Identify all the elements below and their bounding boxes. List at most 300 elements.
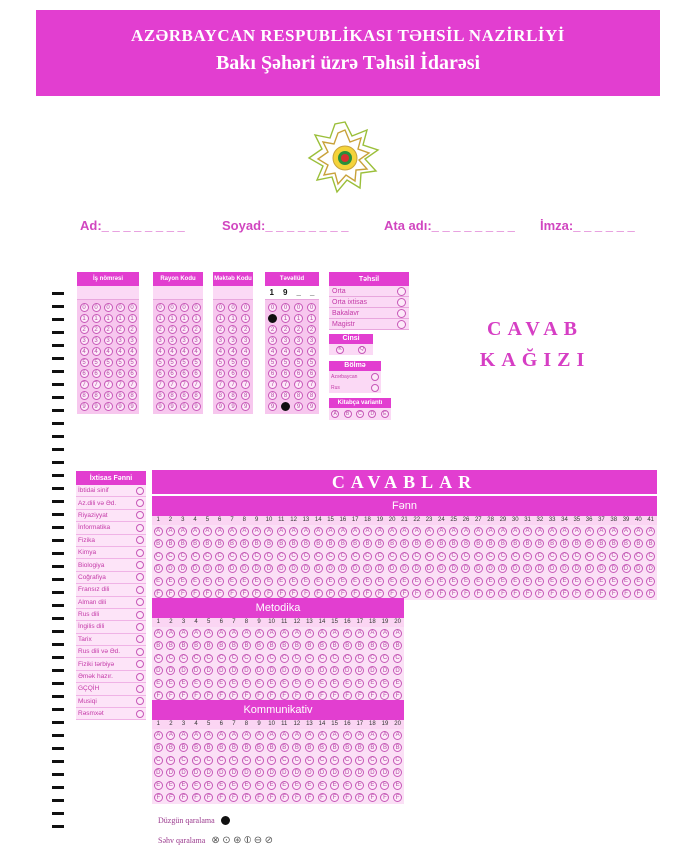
digit-bubble[interactable]: 0 bbox=[307, 303, 316, 312]
answer-bubble[interactable]: D bbox=[380, 666, 389, 675]
digit-bubble[interactable]: 8 bbox=[294, 391, 303, 400]
answer-bubble[interactable]: F bbox=[204, 691, 213, 700]
answer-bubble[interactable]: D bbox=[228, 564, 237, 573]
digit-bubble[interactable]: 8 bbox=[80, 391, 89, 400]
answer-bubble[interactable]: F bbox=[355, 691, 364, 700]
answer-bubble[interactable]: A bbox=[375, 527, 384, 536]
answer-bubble[interactable]: B bbox=[368, 743, 377, 752]
digit-bubble[interactable]: 1 bbox=[268, 314, 277, 323]
digit-bubble[interactable]: 9 bbox=[128, 402, 137, 411]
answer-bubble[interactable]: D bbox=[229, 666, 238, 675]
answer-bubble[interactable]: C bbox=[154, 552, 163, 561]
answer-bubble[interactable]: C bbox=[277, 552, 286, 561]
answer-bubble[interactable]: B bbox=[597, 539, 606, 548]
ixtisas-fenni-bubble[interactable] bbox=[136, 623, 144, 631]
answer-bubble[interactable]: C bbox=[264, 552, 273, 561]
digit-bubble[interactable]: 4 bbox=[192, 347, 201, 356]
answer-bubble[interactable]: B bbox=[179, 743, 188, 752]
answer-bubble[interactable]: B bbox=[277, 539, 286, 548]
answer-bubble[interactable]: A bbox=[461, 527, 470, 536]
answer-bubble[interactable]: C bbox=[393, 756, 402, 765]
digit-bubble[interactable]: 1 bbox=[294, 314, 303, 323]
answer-bubble[interactable]: F bbox=[388, 589, 397, 598]
answer-bubble[interactable]: B bbox=[217, 641, 226, 650]
digit-bubble[interactable]: 8 bbox=[116, 391, 125, 400]
answer-bubble[interactable]: A bbox=[330, 731, 339, 740]
answer-bubble[interactable]: F bbox=[242, 691, 251, 700]
answer-bubble[interactable]: E bbox=[242, 781, 251, 790]
answer-bubble[interactable]: E bbox=[425, 577, 434, 586]
digit-bubble[interactable]: 7 bbox=[216, 380, 225, 389]
ixtisas-fenni-option[interactable] bbox=[76, 646, 146, 658]
answer-bubble[interactable]: B bbox=[486, 539, 495, 548]
answer-bubble[interactable]: E bbox=[368, 679, 377, 688]
answer-bubble[interactable]: F bbox=[267, 691, 276, 700]
digit-bubble[interactable]: 0 bbox=[281, 303, 290, 312]
answer-bubble[interactable]: E bbox=[330, 679, 339, 688]
answer-bubble[interactable]: D bbox=[363, 564, 372, 573]
answer-bubble[interactable]: A bbox=[229, 731, 238, 740]
answer-bubble[interactable]: C bbox=[240, 552, 249, 561]
answer-bubble[interactable]: C bbox=[338, 552, 347, 561]
digit-bubble[interactable]: 7 bbox=[281, 380, 290, 389]
answer-bubble[interactable]: D bbox=[242, 666, 251, 675]
digit-bubble[interactable]: 4 bbox=[92, 347, 101, 356]
answer-bubble[interactable]: E bbox=[412, 577, 421, 586]
signature-field[interactable]: İmza:_ _ _ _ _ _ bbox=[540, 218, 635, 233]
answer-bubble[interactable]: B bbox=[572, 539, 581, 548]
ixtisas-fenni-option[interactable] bbox=[76, 559, 146, 571]
answer-bubble[interactable]: D bbox=[548, 564, 557, 573]
answer-bubble[interactable]: F bbox=[255, 793, 264, 802]
answer-bubble[interactable]: A bbox=[229, 629, 238, 638]
answer-bubble[interactable]: A bbox=[363, 527, 372, 536]
answer-bubble[interactable]: A bbox=[380, 629, 389, 638]
answer-bubble[interactable]: A bbox=[215, 527, 224, 536]
answer-bubble[interactable]: F bbox=[511, 589, 520, 598]
digit-bubble[interactable]: 6 bbox=[156, 369, 165, 378]
answer-bubble[interactable]: B bbox=[388, 539, 397, 548]
answer-bubble[interactable]: F bbox=[215, 589, 224, 598]
answer-bubble[interactable]: F bbox=[622, 589, 631, 598]
digit-bubble[interactable]: 0 bbox=[116, 303, 125, 312]
answer-bubble[interactable]: B bbox=[154, 641, 163, 650]
answer-bubble[interactable]: A bbox=[314, 527, 323, 536]
answer-bubble[interactable]: C bbox=[437, 552, 446, 561]
answer-bubble[interactable]: F bbox=[301, 589, 310, 598]
digit-bubble[interactable]: 8 bbox=[307, 391, 316, 400]
answer-bubble[interactable]: B bbox=[267, 743, 276, 752]
digit-bubble[interactable]: 2 bbox=[116, 325, 125, 334]
answer-bubble[interactable]: A bbox=[217, 629, 226, 638]
ixtisas-fenni-option[interactable] bbox=[76, 485, 146, 497]
answer-bubble[interactable]: B bbox=[343, 641, 352, 650]
answer-bubble[interactable]: C bbox=[242, 654, 251, 663]
answer-bubble[interactable]: A bbox=[393, 629, 402, 638]
ixtisas-fenni-option[interactable] bbox=[76, 584, 146, 596]
answer-bubble[interactable]: C bbox=[255, 654, 264, 663]
answer-bubble[interactable]: D bbox=[191, 564, 200, 573]
answer-bubble[interactable]: A bbox=[203, 527, 212, 536]
answer-bubble[interactable]: C bbox=[368, 756, 377, 765]
answer-bubble[interactable]: D bbox=[301, 564, 310, 573]
digit-bubble[interactable]: 8 bbox=[128, 391, 137, 400]
answer-bubble[interactable]: F bbox=[368, 691, 377, 700]
answer-bubble[interactable]: E bbox=[474, 577, 483, 586]
answer-bubble[interactable]: A bbox=[355, 731, 364, 740]
ixtisas-fenni-option[interactable] bbox=[76, 547, 146, 559]
answer-bubble[interactable]: E bbox=[264, 577, 273, 586]
ixtisas-fenni-bubble[interactable] bbox=[136, 561, 144, 569]
answer-bubble[interactable]: E bbox=[375, 577, 384, 586]
answer-bubble[interactable]: A bbox=[267, 731, 276, 740]
digit-bubble[interactable]: 7 bbox=[180, 380, 189, 389]
answer-bubble[interactable]: A bbox=[597, 527, 606, 536]
ixtisas-fenni-bubble[interactable] bbox=[136, 598, 144, 606]
ixtisas-fenni-bubble[interactable] bbox=[136, 685, 144, 693]
answer-bubble[interactable]: A bbox=[154, 629, 163, 638]
digit-bubble[interactable]: 2 bbox=[168, 325, 177, 334]
answer-bubble[interactable]: C bbox=[355, 654, 364, 663]
answer-bubble[interactable]: F bbox=[314, 589, 323, 598]
answer-bubble[interactable]: B bbox=[229, 743, 238, 752]
answer-bubble[interactable]: F bbox=[289, 589, 298, 598]
answer-bubble[interactable]: C bbox=[191, 552, 200, 561]
answer-bubble[interactable]: C bbox=[609, 552, 618, 561]
answer-bubble[interactable]: F bbox=[572, 589, 581, 598]
answer-bubble[interactable]: D bbox=[585, 564, 594, 573]
answer-bubble[interactable]: C bbox=[255, 756, 264, 765]
ixtisas-fenni-option[interactable] bbox=[76, 671, 146, 683]
answer-bubble[interactable]: E bbox=[229, 781, 238, 790]
digit-bubble[interactable]: 7 bbox=[268, 380, 277, 389]
answer-bubble[interactable]: E bbox=[461, 577, 470, 586]
answer-bubble[interactable]: E bbox=[154, 577, 163, 586]
answer-bubble[interactable]: B bbox=[412, 539, 421, 548]
digit-bubble[interactable]: 5 bbox=[128, 358, 137, 367]
answer-bubble[interactable]: F bbox=[380, 793, 389, 802]
digit-bubble[interactable]: 0 bbox=[104, 303, 113, 312]
ixtisas-fenni-bubble[interactable] bbox=[136, 710, 144, 718]
digit-bubble[interactable]: 7 bbox=[241, 380, 250, 389]
answer-bubble[interactable]: D bbox=[166, 564, 175, 573]
answer-bubble[interactable]: B bbox=[511, 539, 520, 548]
digit-bubble[interactable]: 9 bbox=[116, 402, 125, 411]
answer-bubble[interactable]: B bbox=[179, 641, 188, 650]
digit-bubble[interactable]: 9 bbox=[241, 402, 250, 411]
answer-bubble[interactable]: F bbox=[305, 793, 314, 802]
answer-bubble[interactable]: D bbox=[609, 564, 618, 573]
answer-bubble[interactable]: F bbox=[560, 589, 569, 598]
digit-bubble[interactable]: 2 bbox=[128, 325, 137, 334]
digit-bubble[interactable]: 6 bbox=[116, 369, 125, 378]
answer-bubble[interactable]: C bbox=[330, 756, 339, 765]
answer-bubble[interactable]: B bbox=[355, 743, 364, 752]
digit-bubble[interactable]: 8 bbox=[92, 391, 101, 400]
answer-bubble[interactable]: C bbox=[318, 756, 327, 765]
answer-bubble[interactable]: B bbox=[535, 539, 544, 548]
tehsil-option[interactable]: Magistr bbox=[329, 319, 409, 330]
answer-bubble[interactable]: C bbox=[192, 756, 201, 765]
metodika-answer-grid[interactable] bbox=[152, 618, 404, 702]
answer-bubble[interactable]: E bbox=[204, 781, 213, 790]
answer-bubble[interactable]: E bbox=[292, 679, 301, 688]
answer-bubble[interactable]: A bbox=[400, 527, 409, 536]
answer-bubble[interactable]: E bbox=[314, 577, 323, 586]
answer-bubble[interactable]: A bbox=[264, 527, 273, 536]
digit-bubble[interactable]: 1 bbox=[168, 314, 177, 323]
digit-bubble[interactable]: 8 bbox=[281, 391, 290, 400]
answer-bubble[interactable]: A bbox=[292, 731, 301, 740]
answer-bubble[interactable]: D bbox=[178, 564, 187, 573]
ixtisas-fenni-option[interactable] bbox=[76, 658, 146, 670]
answer-bubble[interactable]: B bbox=[252, 539, 261, 548]
last-name-field[interactable]: Soyad:_ _ _ _ _ _ _ _ bbox=[222, 218, 349, 233]
digit-bubble[interactable]: 4 bbox=[241, 347, 250, 356]
digit-bubble[interactable]: 5 bbox=[80, 358, 89, 367]
digit-bubble[interactable]: 4 bbox=[168, 347, 177, 356]
digit-bubble[interactable]: 7 bbox=[104, 380, 113, 389]
answer-bubble[interactable]: C bbox=[486, 552, 495, 561]
digit-bubble[interactable]: 2 bbox=[92, 325, 101, 334]
answer-bubble[interactable]: F bbox=[166, 589, 175, 598]
answer-bubble[interactable]: B bbox=[338, 539, 347, 548]
answer-bubble[interactable]: C bbox=[585, 552, 594, 561]
answer-bubble[interactable]: F bbox=[203, 589, 212, 598]
answer-bubble[interactable]: C bbox=[252, 552, 261, 561]
answer-bubble[interactable]: C bbox=[535, 552, 544, 561]
digit-bubble[interactable]: 9 bbox=[168, 402, 177, 411]
ixtisas-fenni-option[interactable] bbox=[76, 522, 146, 534]
digit-bubble[interactable]: 2 bbox=[294, 325, 303, 334]
first-name-field[interactable]: Ad:_ _ _ _ _ _ _ _ bbox=[80, 218, 185, 233]
answer-bubble[interactable]: F bbox=[412, 589, 421, 598]
answer-bubble[interactable]: E bbox=[217, 679, 226, 688]
answer-bubble[interactable]: A bbox=[204, 731, 213, 740]
digit-bubble[interactable]: 5 bbox=[307, 358, 316, 367]
ixtisas-fenni-option[interactable] bbox=[76, 634, 146, 646]
answer-bubble[interactable]: A bbox=[548, 527, 557, 536]
answer-bubble[interactable]: F bbox=[305, 691, 314, 700]
answer-bubble[interactable]: C bbox=[351, 552, 360, 561]
answer-bubble[interactable]: F bbox=[535, 589, 544, 598]
answer-bubble[interactable]: D bbox=[511, 564, 520, 573]
answer-bubble[interactable]: A bbox=[240, 527, 249, 536]
digit-bubble[interactable]: 0 bbox=[241, 303, 250, 312]
answer-bubble[interactable]: A bbox=[368, 629, 377, 638]
answer-bubble[interactable]: C bbox=[449, 552, 458, 561]
answer-bubble[interactable]: B bbox=[330, 743, 339, 752]
answer-bubble[interactable]: A bbox=[280, 731, 289, 740]
digit-bubble[interactable]: 3 bbox=[294, 336, 303, 345]
answer-bubble[interactable]: A bbox=[380, 731, 389, 740]
answer-bubble[interactable]: C bbox=[548, 552, 557, 561]
answer-bubble[interactable]: D bbox=[393, 666, 402, 675]
digit-bubble[interactable]: 1 bbox=[228, 314, 237, 323]
answer-bubble[interactable]: D bbox=[560, 564, 569, 573]
ixtisas-fenni-option[interactable] bbox=[76, 497, 146, 509]
answer-bubble[interactable]: C bbox=[178, 552, 187, 561]
digit-bubble[interactable]: 2 bbox=[241, 325, 250, 334]
answer-bubble[interactable]: D bbox=[388, 564, 397, 573]
answer-bubble[interactable]: D bbox=[368, 768, 377, 777]
answer-bubble[interactable]: C bbox=[280, 654, 289, 663]
answer-bubble[interactable]: B bbox=[330, 641, 339, 650]
answer-bubble[interactable]: E bbox=[380, 679, 389, 688]
answer-bubble[interactable]: A bbox=[437, 527, 446, 536]
answer-bubble[interactable]: A bbox=[560, 527, 569, 536]
answer-bubble[interactable]: D bbox=[154, 564, 163, 573]
answer-bubble[interactable]: E bbox=[166, 577, 175, 586]
answer-bubble[interactable]: A bbox=[179, 731, 188, 740]
answer-bubble[interactable]: D bbox=[192, 768, 201, 777]
answer-bubble[interactable]: B bbox=[523, 539, 532, 548]
answer-bubble[interactable]: A bbox=[242, 731, 251, 740]
answer-bubble[interactable]: B bbox=[548, 539, 557, 548]
digit-bubble[interactable]: 8 bbox=[104, 391, 113, 400]
answer-bubble[interactable]: D bbox=[368, 666, 377, 675]
answer-bubble[interactable]: C bbox=[511, 552, 520, 561]
ixtisas-fenni-bubble[interactable] bbox=[136, 487, 144, 495]
ixtisas-fenni-option[interactable] bbox=[76, 609, 146, 621]
digit-bubble[interactable]: 2 bbox=[307, 325, 316, 334]
answer-bubble[interactable]: D bbox=[330, 768, 339, 777]
ixtisas-fenni-bubble[interactable] bbox=[136, 611, 144, 619]
digit-bubble[interactable]: 7 bbox=[80, 380, 89, 389]
answer-bubble[interactable]: B bbox=[289, 539, 298, 548]
digit-bubble[interactable]: 5 bbox=[116, 358, 125, 367]
answer-bubble[interactable]: A bbox=[351, 527, 360, 536]
answer-bubble[interactable]: B bbox=[622, 539, 631, 548]
answer-bubble[interactable]: E bbox=[277, 577, 286, 586]
answer-bubble[interactable]: D bbox=[242, 768, 251, 777]
digit-bubble[interactable]: 9 bbox=[281, 402, 290, 411]
answer-bubble[interactable]: A bbox=[646, 527, 655, 536]
answer-bubble[interactable]: F bbox=[280, 691, 289, 700]
answer-bubble[interactable]: B bbox=[380, 641, 389, 650]
answer-bubble[interactable]: E bbox=[179, 679, 188, 688]
answer-bubble[interactable]: D bbox=[280, 768, 289, 777]
answer-bubble[interactable]: E bbox=[191, 577, 200, 586]
answer-bubble[interactable]: D bbox=[523, 564, 532, 573]
answer-bubble[interactable]: D bbox=[597, 564, 606, 573]
answer-bubble[interactable]: E bbox=[267, 781, 276, 790]
answer-bubble[interactable]: A bbox=[301, 527, 310, 536]
answer-bubble[interactable]: B bbox=[280, 743, 289, 752]
digit-bubble[interactable]: 1 bbox=[116, 314, 125, 323]
ixtisas-fenni-bubble[interactable] bbox=[136, 673, 144, 681]
answer-bubble[interactable]: F bbox=[474, 589, 483, 598]
answer-bubble[interactable]: F bbox=[548, 589, 557, 598]
answer-bubble[interactable]: D bbox=[437, 564, 446, 573]
answer-bubble[interactable]: F bbox=[204, 793, 213, 802]
digit-bubble[interactable]: 2 bbox=[228, 325, 237, 334]
answer-bubble[interactable]: C bbox=[343, 756, 352, 765]
answer-bubble[interactable]: F bbox=[343, 793, 352, 802]
answer-bubble[interactable]: A bbox=[330, 629, 339, 638]
digit-bubble[interactable]: 5 bbox=[216, 358, 225, 367]
answer-bubble[interactable]: A bbox=[204, 629, 213, 638]
digit-bubble[interactable]: 5 bbox=[92, 358, 101, 367]
answer-bubble[interactable]: D bbox=[400, 564, 409, 573]
kitabca-option-a[interactable]: A bbox=[331, 410, 339, 418]
answer-bubble[interactable]: E bbox=[498, 577, 507, 586]
answer-bubble[interactable]: A bbox=[368, 731, 377, 740]
ixtisas-fenni-option[interactable] bbox=[76, 696, 146, 708]
answer-bubble[interactable]: C bbox=[242, 756, 251, 765]
answer-bubble[interactable]: C bbox=[412, 552, 421, 561]
digit-bubble[interactable]: 3 bbox=[80, 336, 89, 345]
answer-bubble[interactable]: D bbox=[240, 564, 249, 573]
answer-bubble[interactable]: E bbox=[229, 679, 238, 688]
answer-bubble[interactable]: D bbox=[217, 768, 226, 777]
answer-bubble[interactable]: E bbox=[343, 679, 352, 688]
answer-bubble[interactable]: E bbox=[449, 577, 458, 586]
answer-bubble[interactable]: D bbox=[289, 564, 298, 573]
answer-bubble[interactable]: D bbox=[326, 564, 335, 573]
answer-bubble[interactable]: F bbox=[400, 589, 409, 598]
answer-bubble[interactable]: E bbox=[486, 577, 495, 586]
answer-bubble[interactable]: E bbox=[393, 781, 402, 790]
answer-bubble[interactable]: B bbox=[425, 539, 434, 548]
digit-bubble[interactable]: 0 bbox=[192, 303, 201, 312]
answer-bubble[interactable]: B bbox=[228, 539, 237, 548]
answer-bubble[interactable]: F bbox=[277, 589, 286, 598]
answer-bubble[interactable]: D bbox=[292, 666, 301, 675]
answer-bubble[interactable]: B bbox=[305, 743, 314, 752]
kitabca-option-c[interactable]: C bbox=[356, 410, 364, 418]
answer-bubble[interactable]: B bbox=[393, 641, 402, 650]
digit-bubble[interactable]: 7 bbox=[168, 380, 177, 389]
answer-bubble[interactable]: B bbox=[400, 539, 409, 548]
answer-bubble[interactable]: A bbox=[166, 629, 175, 638]
answer-bubble[interactable]: C bbox=[305, 654, 314, 663]
digit-bubble[interactable]: 8 bbox=[268, 391, 277, 400]
answer-bubble[interactable]: C bbox=[217, 654, 226, 663]
ixtisas-fenni-bubble[interactable] bbox=[136, 573, 144, 581]
answer-bubble[interactable]: F bbox=[166, 691, 175, 700]
answer-bubble[interactable]: E bbox=[292, 781, 301, 790]
answer-bubble[interactable]: A bbox=[267, 629, 276, 638]
digit-bubble[interactable]: 0 bbox=[156, 303, 165, 312]
answer-bubble[interactable]: F bbox=[338, 589, 347, 598]
answer-bubble[interactable]: C bbox=[203, 552, 212, 561]
answer-bubble[interactable]: A bbox=[474, 527, 483, 536]
answer-bubble[interactable]: F bbox=[634, 589, 643, 598]
answer-bubble[interactable]: B bbox=[318, 641, 327, 650]
tehsil-option[interactable]: Bakalavr bbox=[329, 308, 409, 319]
answer-bubble[interactable]: C bbox=[301, 552, 310, 561]
answer-bubble[interactable]: F bbox=[192, 691, 201, 700]
answer-bubble[interactable]: C bbox=[154, 654, 163, 663]
answer-bubble[interactable]: C bbox=[400, 552, 409, 561]
answer-bubble[interactable]: A bbox=[449, 527, 458, 536]
answer-bubble[interactable]: F bbox=[609, 589, 618, 598]
digit-bubble[interactable]: 8 bbox=[156, 391, 165, 400]
digit-bubble[interactable]: 4 bbox=[80, 347, 89, 356]
answer-bubble[interactable]: F bbox=[179, 793, 188, 802]
answer-bubble[interactable]: F bbox=[318, 793, 327, 802]
answer-bubble[interactable]: B bbox=[229, 641, 238, 650]
digit-bubble[interactable]: 4 bbox=[116, 347, 125, 356]
answer-bubble[interactable]: E bbox=[330, 781, 339, 790]
answer-bubble[interactable]: E bbox=[255, 781, 264, 790]
answer-bubble[interactable]: B bbox=[166, 539, 175, 548]
bolme-ru-bubble[interactable] bbox=[371, 384, 379, 392]
answer-bubble[interactable]: D bbox=[255, 768, 264, 777]
answer-bubble[interactable]: C bbox=[380, 654, 389, 663]
cinsi-option-q[interactable]: Q bbox=[358, 346, 366, 354]
